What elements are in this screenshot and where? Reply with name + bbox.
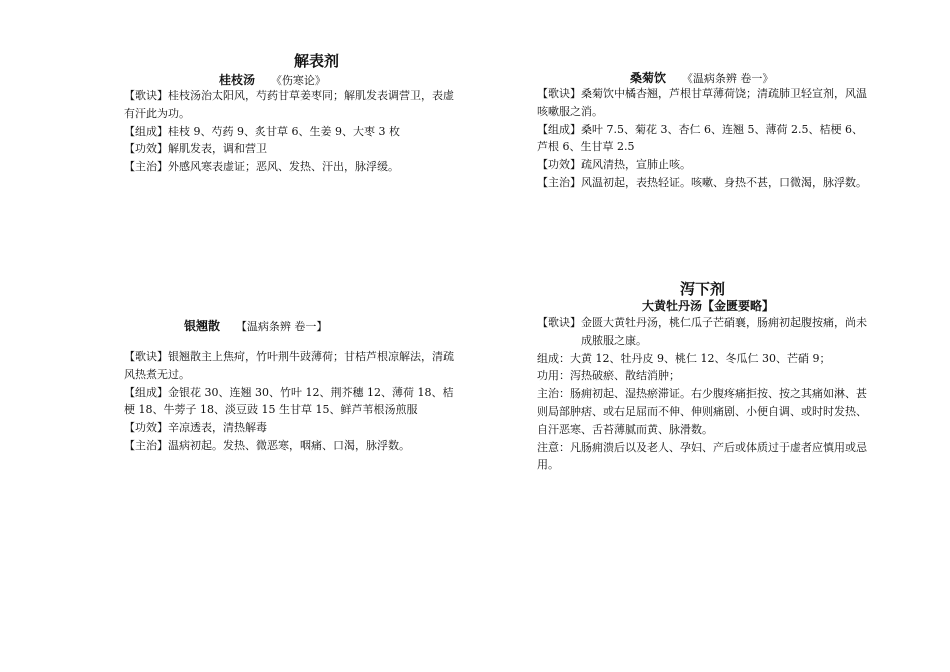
formula-name: 银翘散 xyxy=(184,319,221,333)
formula-indication: 【主治】外感风寒表虚证；恶风、发热、汗出，脉浮缓。 xyxy=(124,160,399,174)
formula-effect: 【功效】辛凉透表，清热解毒 xyxy=(124,421,267,435)
section-title-jiebiao: 解表剂 xyxy=(294,52,340,70)
formula-composition: 组成：大黄 12、牡丹皮 9、桃仁 12、冬瓜仁 30、芒硝 9； xyxy=(537,351,831,365)
formula-title-guizhi xyxy=(219,71,326,88)
formula-body-sangju xyxy=(537,85,873,192)
formula-verse: 【歌诀】银翘散主上焦疴，竹叶荆牛豉薄荷；甘桔芦根凉解法，清疏风热煮无过。 xyxy=(124,350,454,381)
formula-source: 【金匮要略】 xyxy=(702,299,775,313)
formula-source: 《温病条辨 卷一》 xyxy=(681,72,774,85)
formula-composition: 【组成】金银花 30、连翘 30、竹叶 12、荆芥穗 12、薄荷 18、桔梗 18、牛蒡子 18、淡豆豉 15 生甘草 15、鲜芦苇根汤煎服 xyxy=(124,385,454,417)
formula-name: 大黄牡丹汤 xyxy=(642,299,703,313)
formula-body-guizhi xyxy=(124,87,460,176)
formula-verse: 【歌诀】桂枝汤治太阳风，芍药甘草姜枣同；解肌发表调营卫，表虚有汗此为功。 xyxy=(124,89,454,120)
formula-name: 桂枝汤 xyxy=(219,73,256,87)
formula-title-dahuang xyxy=(642,297,774,314)
formula-body-yinqiao xyxy=(124,348,460,455)
formula-name: 桑菊饮 xyxy=(630,71,667,85)
formula-indication: 【主治】温病初起。发热、微恶寒，咽痛、口渴，脉浮数。 xyxy=(124,438,410,452)
formula-title-sangju xyxy=(630,69,773,86)
formula-composition: 【组成】桂枝 9、芍药 9、炙甘草 6、生姜 9、大枣 3 枚 xyxy=(124,124,400,138)
formula-composition: 【组成】桑叶 7.5、菊花 3、杏仁 6、连翘 5、薄荷 2.5、桔梗 6、芦根 6、生甘草 2.5 xyxy=(537,122,863,154)
section-title-xiexia: 泻下剂 xyxy=(680,280,726,298)
formula-verse: 【歌诀】金匮大黄牡丹汤，桃仁瓜子芒硝襄，肠痈初起腹按痛，尚未成脓服之康。 xyxy=(537,316,867,347)
formula-verse: 【歌诀】桑菊饮中橘杏翘，芦根甘草薄荷饶；清疏肺卫轻宣剂，风温咳嗽服之消。 xyxy=(537,87,867,118)
formula-source: 《伤寒论》 xyxy=(270,74,326,87)
formula-indication: 【主治】风温初起，表热轻证。咳嗽、身热不甚，口微渴，脉浮数。 xyxy=(537,175,867,189)
formula-effect: 【功效】疏风清热，宣肺止咳。 xyxy=(537,158,691,172)
formula-body-dahuang xyxy=(537,314,873,474)
formula-effect: 【功效】解肌发表，调和营卫 xyxy=(124,142,267,156)
formula-caution: 注意：凡肠痈溃后以及老人、孕妇、产后或体质过于虚者应慎用或忌用。 xyxy=(537,440,867,472)
formula-title-yinqiao xyxy=(184,317,327,334)
formula-source: 【温病条辨 卷一】 xyxy=(235,320,328,333)
formula-effect: 功用：泻热破瘀、散结消肿； xyxy=(537,369,680,383)
formula-indication: 主治：肠痈初起、湿热瘀滞证。右少腹疼痛拒按、按之其痛如淋、甚则局部肿痞、或右足屈而不伸、伸则痛剧、小便自调、或时时发热、自汗恶寒、舌苔薄腻而黄、脉滑数。 xyxy=(537,387,867,436)
